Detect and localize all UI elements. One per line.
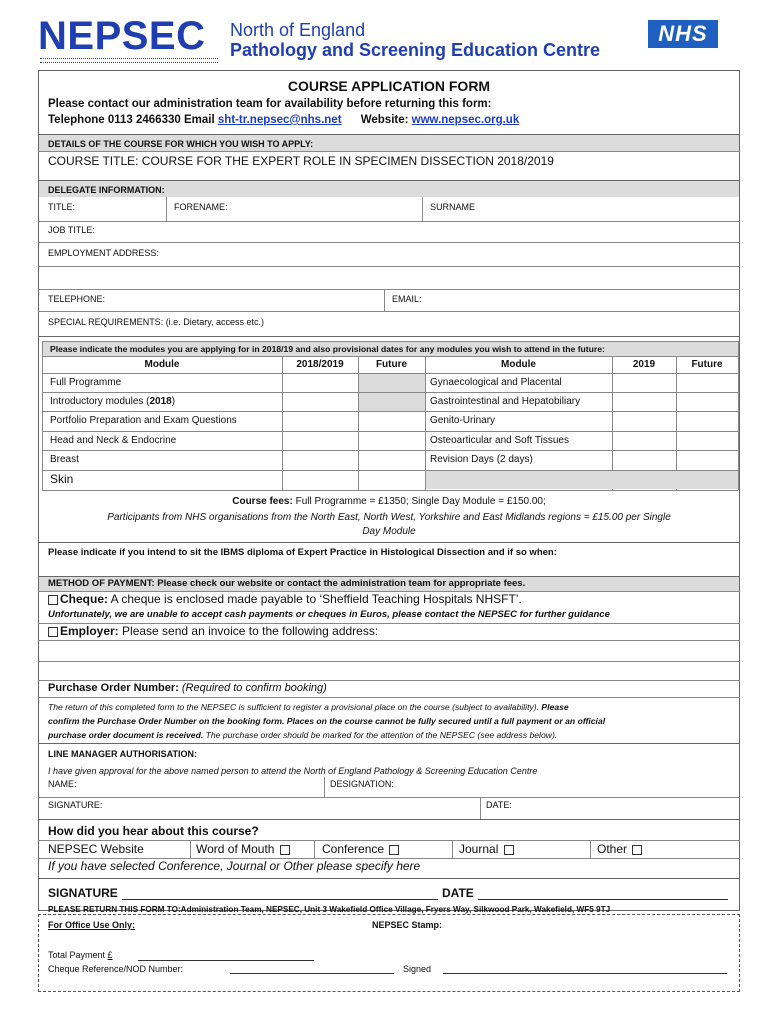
hear-question: How did you hear about this course? xyxy=(48,824,259,838)
contact-line xyxy=(48,113,519,127)
course-section-heading: DETAILS OF THE COURSE FOR WHICH YOU WISH TO APPLY: xyxy=(48,139,314,149)
module-left-1: Full Programme xyxy=(50,377,122,388)
signed-label: Signed xyxy=(403,964,432,974)
journal-checkbox[interactable] xyxy=(504,845,514,855)
module-right-5: Revision Days (2 days) xyxy=(430,454,533,465)
surname-label: SURNAME xyxy=(430,202,476,212)
hear-option-website[interactable]: NEPSEC Website xyxy=(48,842,144,856)
nhs-fees-line1: Participants from NHS organisations from the North East, North West, Yorkshire and East Midlands regions = £15.00 per Single xyxy=(107,512,671,523)
ibms-question: Please indicate if you intend to sit the IBMS diploma of Expert Practice in Histological Dissection and if so when: xyxy=(48,547,557,558)
telephone-label: Telephone 0113 2466330 Email xyxy=(48,114,215,126)
telephone-field-label: TELEPHONE: xyxy=(48,294,106,304)
module-left-4: Head and Neck & Endocrine xyxy=(50,435,177,446)
hear-option-journal[interactable]: Journal xyxy=(459,842,516,856)
nepsec-logo: NEPSEC xyxy=(38,14,206,58)
total-payment-label: Total Payment £ xyxy=(48,950,113,960)
special-requirements-label: SPECIAL REQUIREMENTS: (i.e. Dietary, access etc.) xyxy=(48,317,265,327)
logo-subtitle-2: Pathology and Screening Education Centre xyxy=(230,40,601,60)
po-note-1: The return of this completed form to the NEPSEC is sufficient to register a provisional place on the course (subject to availability). Please xyxy=(48,702,569,712)
course-fees: Course fees: Full Programme = £1350; Single Day Module = £150.00; xyxy=(232,496,546,507)
logo-underline xyxy=(40,58,218,63)
forename-label: FORENAME: xyxy=(174,202,228,212)
module-right-3: Genito-Urinary xyxy=(430,415,496,426)
header-2018: 2018/2019 xyxy=(296,359,344,370)
office-use-label: For Office Use Only: xyxy=(48,920,136,930)
cheque-reference-label: Cheque Reference/NOD Number: xyxy=(48,964,184,974)
header-future-left: Future xyxy=(375,359,408,370)
modules-intro: Please indicate the modules you are applying for in 2018/19 and also provisional dates for any modules you wish to attend in the future: xyxy=(50,344,605,354)
contact-note: Please contact our administration team for availability before returning this form: xyxy=(48,98,492,110)
conference-checkbox[interactable] xyxy=(389,845,399,855)
manager-designation-label: DESIGNATION: xyxy=(330,779,394,789)
nhs-logo: NHS xyxy=(648,20,718,48)
hear-option-word-of-mouth[interactable]: Word of Mouth xyxy=(196,842,292,856)
cheque-warning: Unfortunately, we are unable to accept cash payments or cheques in Euros, please contact the NEPSEC for further guidance xyxy=(48,609,610,620)
employment-address-label: EMPLOYMENT ADDRESS: xyxy=(48,248,159,258)
header-future-right: Future xyxy=(691,359,723,370)
module-left-2: Introductory modules (2018) xyxy=(50,396,176,407)
payment-section-heading: METHOD OF PAYMENT: Please check our website or contact the administration team for appropriate fees. xyxy=(48,578,526,589)
cheque-checkbox[interactable] xyxy=(48,595,58,605)
module-header-left: Module xyxy=(144,359,180,370)
course-title: COURSE TITLE: COURSE FOR THE EXPERT ROLE IN SPECIMEN DISSECTION 2018/2019 xyxy=(48,154,554,168)
header-2019: 2019 xyxy=(632,359,656,370)
job-title-label: JOB TITLE: xyxy=(48,225,95,235)
return-address: PLEASE RETURN THIS FORM TO:Administration Team, NEPSEC, Unit 3 Wakefield Office Village, Fryers Way, Silkwood Park, Wakefield, WF5 9TJ xyxy=(48,905,611,914)
email-field-label: EMAIL: xyxy=(392,294,422,304)
module-left-6: Skin xyxy=(50,472,74,486)
po-note-3: purchase order document is received. The purchase order should be marked for the attention of the NEPSEC (see address below). xyxy=(48,730,558,740)
word-of-mouth-checkbox[interactable] xyxy=(280,845,290,855)
employer-checkbox[interactable] xyxy=(48,627,58,637)
purchase-order-line: Purchase Order Number: (Required to confirm booking) xyxy=(48,682,327,694)
other-checkbox[interactable] xyxy=(632,845,642,855)
employer-option[interactable]: Employer: Please send an invoice to the following address: xyxy=(46,624,378,638)
title-label: TITLE: xyxy=(48,202,76,212)
hear-option-other[interactable]: Other xyxy=(597,842,644,856)
website-link[interactable]: www.nepsec.org.uk xyxy=(411,114,520,126)
module-header-right: Module xyxy=(501,359,536,370)
manager-name-label: NAME: xyxy=(48,779,77,789)
po-note-2: confirm the Purchase Order Number on the booking form. Places on the course cannot be fully secured until a full payment or an official xyxy=(48,716,606,726)
module-left-3: Portfolio Preparation and Exam Questions xyxy=(50,415,237,426)
hear-specify: If you have selected Conference, Journal or Other please specify here xyxy=(48,859,421,873)
website-label: Website: xyxy=(360,114,409,126)
form-title: COURSE APPLICATION FORM xyxy=(287,78,491,94)
module-right-1: Gynaecological and Placental xyxy=(430,377,562,388)
module-left-5: Breast xyxy=(50,454,79,465)
manager-date-label: DATE: xyxy=(486,800,512,810)
manager-approval: I have given approval for the above named person to attend the North of England Pathology & Screening Education Centre xyxy=(48,766,538,776)
module-right-2: Gastrointestinal and Hepatobiliary xyxy=(430,396,581,407)
module-right-4: Osteoarticular and Soft Tissues xyxy=(430,435,569,446)
email-link[interactable]: sht-tr.nepsec@nhs.net xyxy=(217,114,342,126)
manager-section-heading: LINE MANAGER AUTHORISATION: xyxy=(48,749,197,759)
delegate-section-heading: DELEGATE INFORMATION: xyxy=(48,185,165,195)
logo-subtitle-1: North of England xyxy=(230,20,366,40)
nepsec-stamp-label: NEPSEC Stamp: xyxy=(372,920,443,930)
date-label: DATE xyxy=(442,886,474,900)
signature-label: SIGNATURE xyxy=(48,886,118,900)
cheque-option[interactable]: Cheque: A cheque is enclosed made payable to ‘Sheffield Teaching Hospitals NHSFT’. xyxy=(46,592,522,606)
manager-signature-label: SIGNATURE: xyxy=(48,800,103,810)
nhs-fees-line2: Day Module xyxy=(362,526,416,537)
hear-option-conference[interactable]: Conference xyxy=(322,842,401,856)
